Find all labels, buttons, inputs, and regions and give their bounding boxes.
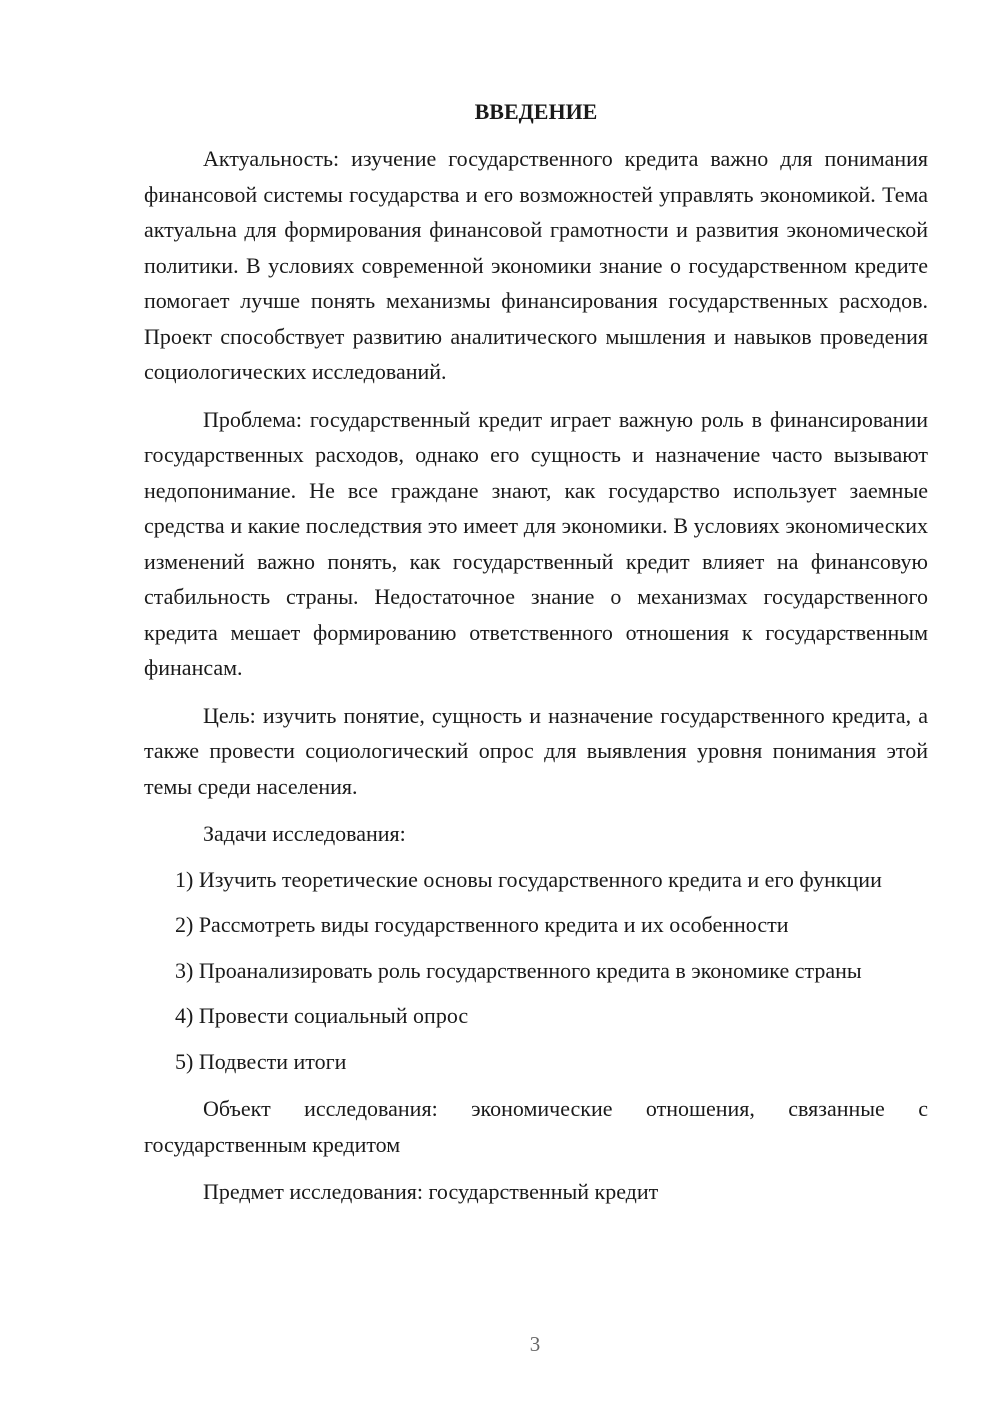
task-item-4: 4) Провести социальный опрос bbox=[175, 1003, 469, 1028]
problem-paragraph: Проблема: государственный кредит играет важную роль в финансировании государственных расходов, однако его сущность и назначение часто вызывают недопонимание. Не все граждане знают, как государство использует заемные средства и какие последствия это имеет для экономики. В условиях экономических изменений важно понять, как государственный кредит влияет на финансовую стабильность страны. Недостаточное знание о механизмах государственного кредита мешает формированию ответственного отношения к государственным финансам. bbox=[144, 406, 928, 680]
subject-paragraph: Предмет исследования: государственный кредит bbox=[203, 1179, 659, 1204]
relevance-paragraph: Актуальность: изучение государственного кредита важно для понимания финансовой системы государства и его возможностей управлять экономикой. Тема актуальна для формирования финансовой грамотности и развития экономической политики. В условиях современной экономики знание о государственном кредите помогает лучше понять механизмы финансирования государственных расходов. Проект способствует развитию аналитического мышления и навыков проведения социологических исследований. bbox=[144, 146, 928, 384]
section-title: ВВЕДЕНИЕ bbox=[474, 99, 598, 124]
task-item-2: 2) Рассмотреть виды государственного кредита и их особенности bbox=[175, 912, 789, 937]
task-item-3: 3) Проанализировать роль государственного кредита в экономике страны bbox=[175, 957, 862, 983]
page-content bbox=[144, 94, 928, 1210]
task-item-1: 1) Изучить теоретические основы государственного кредита и его функции bbox=[175, 866, 882, 892]
page-number: 3 bbox=[529, 1332, 541, 1356]
goal-paragraph: Цель: изучить понятие, сущность и назначение государственного кредита, а также провести социологический опрос для выявления уровня понимания этой темы среди населения. bbox=[144, 702, 928, 799]
object-paragraph: Объект исследования: экономические отношения, связанные с государственным кредитом bbox=[144, 1096, 928, 1157]
tasks-heading: Задачи исследования: bbox=[203, 821, 406, 846]
task-item-5: 5) Подвести итоги bbox=[175, 1048, 347, 1074]
